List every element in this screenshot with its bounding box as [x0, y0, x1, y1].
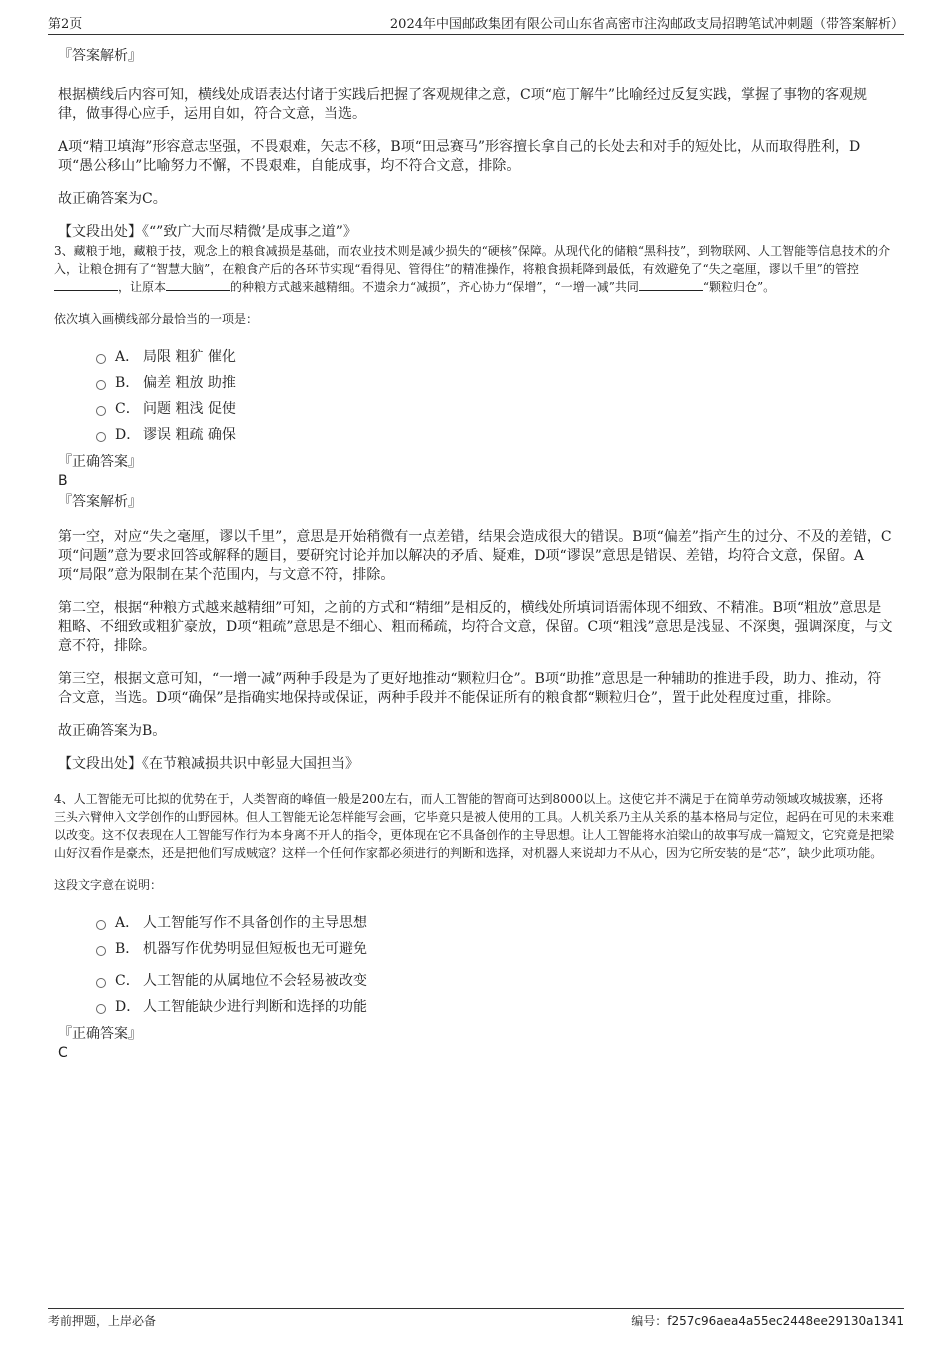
- q4-ask: 这段文字意在说明：: [54, 878, 163, 892]
- q2-conclusion: 故正确答案为C。: [58, 191, 167, 207]
- q4-correct-label: 『正确答案』: [58, 1026, 142, 1042]
- q3-source: 【文段出处】《在节粮减损共识中彰显大国担当》: [58, 756, 359, 772]
- radio-icon[interactable]: [96, 978, 106, 988]
- q4-options: [96, 910, 894, 1020]
- radio-icon[interactable]: [96, 432, 106, 442]
- page-number: 第2页: [48, 17, 83, 32]
- q3-stem: [54, 242, 894, 296]
- q3-conclusion: 故正确答案为B。: [58, 723, 167, 739]
- radio-icon[interactable]: [96, 920, 106, 930]
- q3-option-d[interactable]: D． 谬误 粗疏 确保: [96, 422, 894, 448]
- radio-icon[interactable]: [96, 946, 106, 956]
- radio-icon[interactable]: [96, 1004, 106, 1014]
- page-header: [48, 12, 904, 35]
- q3-correct-label: 『正确答案』: [58, 454, 142, 470]
- page-footer: [48, 1308, 904, 1331]
- footer-slogan: 考前押题，上岸必备: [48, 1313, 157, 1328]
- q3-analysis-p3: 第三空，根据文意可知，“一增一减”两种手段是为了更好地推动“颗粒归仓”。B项“助推”意思是一种辅助的推进手段，助力、推动，符合文意，当选。D项“确保”是指确实地保持或保证，两种手段并不能保证所有的粮食都“颗粒归仓”，置于此处程度过重，排除。: [58, 671, 882, 706]
- q2-analysis-p1: 根据横线后内容可知，横线处成语表达付诸于实践后把握了客观规律之意，C项“庖丁解牛”比喻经过反复实践，掌握了事物的客观规律，做事得心应手，运用自如，符合文意，当选。: [58, 87, 868, 122]
- q3-analysis-p1: 第一空，对应“失之毫厘，谬以千里”，意思是开始稍微有一点差错，结果会造成很大的错误。B项“偏差”指产生的过分、不及的差错，C项“问题”意为要求回答或解释的题目，要研究讨论并加以解决的矛盾、疑难，D项“谬误”意思是错误、差错，均符合文意，保留。A项“局限”意为限制在某个范围内，与文意不符，排除。: [58, 529, 892, 583]
- q4-option-d[interactable]: D． 人工智能缺少进行判断和选择的功能: [96, 994, 894, 1020]
- q4-correct-answer: C: [58, 1045, 68, 1061]
- q3-stem-b: ，让原本: [118, 280, 167, 294]
- q4-stem: 4、人工智能无可比拟的优势在于，人类智商的峰值一般是200左右，而人工智能的智商可达到8000以上。这使它并不满足于在简单劳动领域攻城拔寨，还将三头六臂伸入文学创作的山野园林。但人工智能无论怎样能写会画，它毕竟只是被人使用的工具。人机关系乃主从关系的基本格局与定位，起码在可见的未来难以改变。这不仅表现在人工智能写作行为本身离不开人的指令，更体现在它不具备创作的主导思想。让人工智能将水泊梁山的故事写成一篇短文，它究竟是把梁山好汉看作是豪杰，还是把他们写成贼寇？这样一个任何作家都必须进行的判断和选择，对机器人来说却力不从心，因为它所安装的是“芯”，缺少此项功能。: [54, 792, 895, 860]
- radio-icon[interactable]: [96, 406, 106, 416]
- q3-option-a[interactable]: A． 局限 粗犷 催化: [96, 344, 894, 370]
- q4-option-b[interactable]: B． 机器写作优势明显但短板也无可避免: [96, 936, 894, 962]
- q3-analysis-p2: 第二空，根据“种粮方式越来越精细”可知，之前的方式和“精细”是相反的，横线处所填词语需体现不细致、不精准。B项“粗放”意思是粗略、不细致或粗犷豪放，D项“粗疏”意思是不细心、粗而稀疏，均符合文意，保留。C项“粗浅”意思是浅显、不深奥，强调深度，与文意不符，排除。: [58, 600, 893, 654]
- q2-analysis-p2: A项“精卫填海”形容意志坚强，不畏艰难，矢志不移，B项“田忌赛马”形容擅长拿自己的长处去和对手的短处比，从而取得胜利，D项“愚公移山”比喻努力不懈，不畏艰难，自能成事，均不符合文意，排除。: [58, 139, 861, 174]
- q4-option-a[interactable]: A． 人工智能写作不具备创作的主导思想: [96, 910, 894, 936]
- q2-analysis-label: 『答案解析』: [58, 48, 142, 64]
- q3-analysis-label: 『答案解析』: [58, 494, 142, 510]
- q3-option-b[interactable]: B. 偏差 粗放 助推: [96, 370, 894, 396]
- page-content: [54, 40, 895, 1062]
- q3-blank-2: [166, 278, 230, 291]
- q3-blank-1: [54, 278, 118, 291]
- q4-option-c[interactable]: C． 人工智能的从属地位不会轻易被改变: [96, 968, 894, 994]
- q3-stem-c: 的种粮方式越来越精细。不遗余力“减损”，齐心协力“保增”，“一增一减”共同: [230, 280, 639, 294]
- q3-correct-answer: B: [58, 473, 68, 489]
- document-title: 2024年中国邮政集团有限公司山东省高密市注沟邮政支局招聘笔试冲刺题（带答案解析）: [389, 17, 904, 32]
- q3-blank-3: [639, 278, 703, 291]
- q3-stem-a: 3、藏粮于地，藏粮于技，观念上的粮食减损是基础，而农业技术则是减少损失的“硬核”保障。从现代化的储粮“黑科技”，到物联网、人工智能等信息技术的介入，让粮仓拥有了“智慧大脑”，在粮食产后的各环节实现“看得见、管得住”的精准操作，将粮食损耗降到最低，有效避免了“失之毫厘，谬以千里”的管控: [54, 244, 891, 276]
- document-id: 编号：f257c96aea4a55ec2448ee29130a1341: [631, 1313, 904, 1328]
- q3-stem-d: “颗粒归仓”。: [702, 280, 776, 294]
- q3-ask: 依次填入画横线部分最恰当的一项是：: [54, 312, 259, 326]
- q2-source: 【文段出处】《“”致广大而尽精微’是成事之道”》: [58, 224, 357, 240]
- radio-icon[interactable]: [96, 354, 106, 364]
- q3-option-c[interactable]: C． 问题 粗浅 促使: [96, 396, 894, 422]
- q3-options: [96, 344, 894, 448]
- radio-icon[interactable]: [96, 380, 106, 390]
